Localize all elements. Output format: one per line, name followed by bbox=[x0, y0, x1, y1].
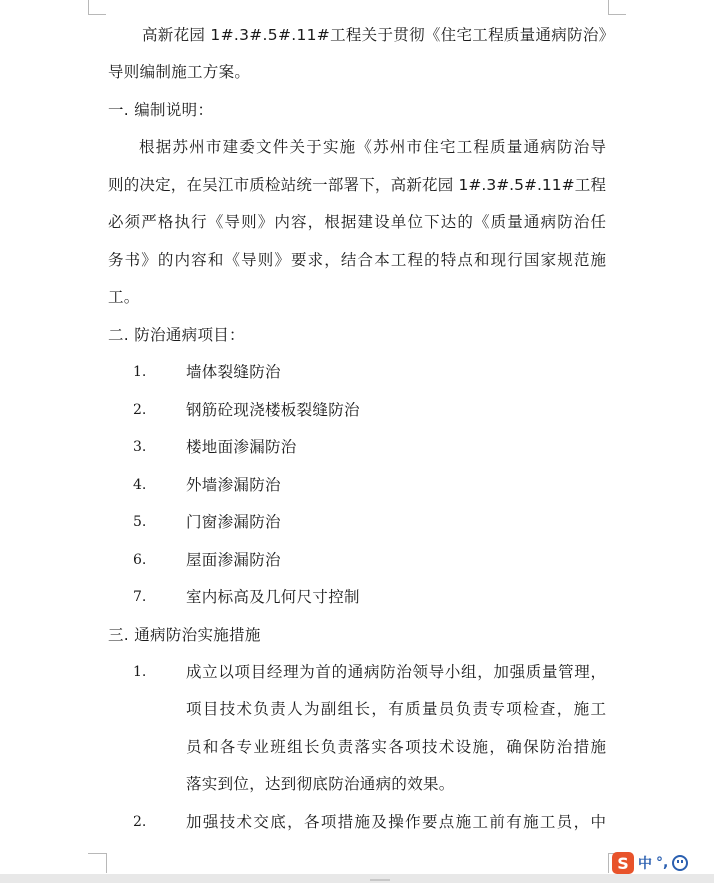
crop-mark-bottom-left bbox=[88, 853, 106, 854]
ime-punctuation-toggle[interactable]: °, bbox=[656, 855, 669, 871]
section-1-paragraph-line: 务书》的内容和《导则》要求，结合本工程的特点和现行国家规范施 bbox=[108, 251, 606, 269]
section-1-paragraph-line: 工。 bbox=[108, 288, 140, 306]
crop-mark-top-left bbox=[88, 14, 106, 15]
list-item-number: 2. bbox=[133, 402, 147, 418]
list-item-text: 屋面渗漏防治 bbox=[186, 551, 281, 569]
section-2-heading: 二. 防治通病项目： bbox=[108, 326, 245, 344]
ime-mode-toggle[interactable]: 中 bbox=[638, 856, 652, 872]
list-item-text: 成立以项目经理为首的通病防治领导小组，加强质量管理， bbox=[186, 663, 606, 681]
list-item-text: 墙体裂缝防治 bbox=[186, 363, 281, 381]
list-item-number: 3. bbox=[133, 439, 147, 455]
smiley-icon[interactable] bbox=[672, 855, 688, 871]
list-item-text: 钢筋砼现浇楼板裂缝防治 bbox=[186, 401, 360, 419]
list-item-number: 5. bbox=[133, 514, 147, 530]
ime-toolbar[interactable] bbox=[612, 851, 712, 875]
crop-mark-bottom-left bbox=[106, 853, 107, 873]
list-item-text: 加强技术交底，各项措施及操作要点施工前有施工员，中 bbox=[186, 813, 606, 831]
crop-mark-top-left bbox=[88, 0, 89, 14]
list-item-text: 项目技术负责人为副组长，有质量员负责专项检查，施工 bbox=[186, 700, 606, 718]
list-item-number: 6. bbox=[133, 552, 147, 568]
list-item-number: 4. bbox=[133, 477, 147, 493]
sogou-logo-icon[interactable]: S bbox=[612, 852, 634, 874]
section-1-paragraph-line: 根据苏州市建委文件关于实施《苏州市住宅工程质量通病防治导 bbox=[139, 138, 606, 156]
list-item-text: 落实到位，达到彻底防治通病的效果。 bbox=[186, 775, 455, 793]
document-title-line-2: 导则编制施工方案。 bbox=[108, 63, 251, 81]
list-item-number: 7. bbox=[133, 589, 147, 605]
section-1-paragraph-line: 必须严格执行《导则》内容，根据建设单位下达的《质量通病防治任 bbox=[108, 213, 606, 231]
section-3-heading: 三. 通病防治实施措施 bbox=[108, 626, 261, 644]
page-gap-mark bbox=[370, 879, 390, 881]
list-item-text: 楼地面渗漏防治 bbox=[186, 438, 297, 456]
crop-mark-top-right bbox=[608, 0, 609, 14]
section-1-heading: 一. 编制说明： bbox=[108, 101, 214, 119]
list-item-text: 员和各专业班组长负责落实各项技术设施，确保防治措施 bbox=[186, 738, 606, 756]
document-title-line-1: 高新花园 1#.3#.5#.11#工程关于贯彻《住宅工程质量通病防治》 bbox=[142, 26, 615, 44]
section-1-paragraph-line: 则的决定，在吴江市质检站统一部署下，高新花园 1#.3#.5#.11#工程 bbox=[108, 176, 606, 194]
list-item-text: 室内标高及几何尺寸控制 bbox=[186, 588, 360, 606]
list-item-text: 门窗渗漏防治 bbox=[186, 513, 281, 531]
list-item-text: 外墙渗漏防治 bbox=[186, 476, 281, 494]
list-item-number: 2. bbox=[133, 814, 147, 830]
crop-mark-top-right bbox=[608, 14, 626, 15]
page-gap bbox=[0, 874, 714, 883]
crop-mark-bottom-right bbox=[608, 853, 609, 873]
list-item-number: 1. bbox=[133, 364, 147, 380]
list-item-number: 1. bbox=[133, 664, 147, 680]
